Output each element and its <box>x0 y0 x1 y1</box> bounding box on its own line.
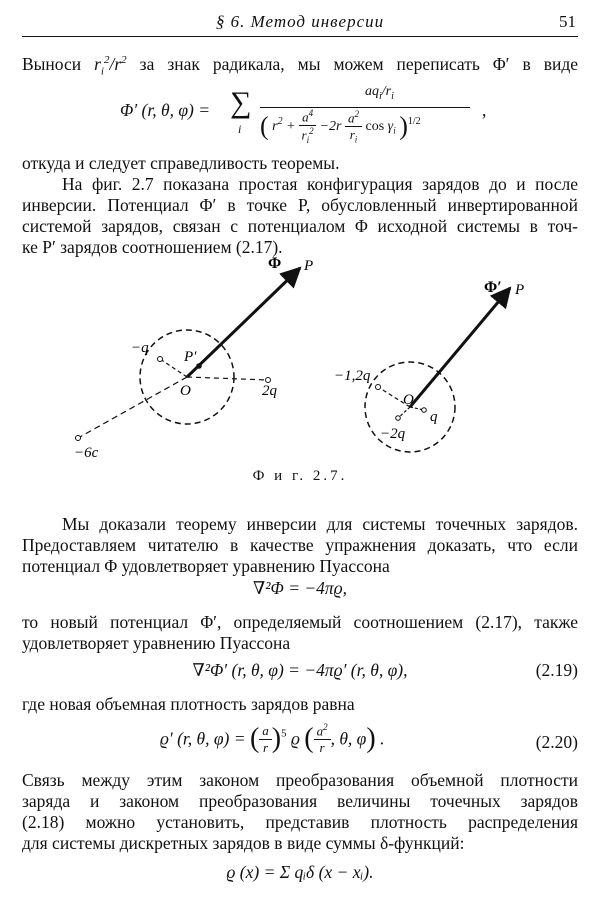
text-line: откуда и следует справедливость теоремы. <box>22 153 340 173</box>
equation-number-2-19: (2.19) <box>535 660 578 680</box>
text-line: где новая объемная плотность зарядов равна <box>22 694 355 714</box>
sum-sign: ∑ <box>230 86 252 119</box>
dashed-line-minus-6c <box>78 377 187 438</box>
page-number: 51 <box>559 12 576 31</box>
point-p-prime <box>196 363 202 369</box>
dashed-line-2q <box>187 377 268 380</box>
label-p-right: P <box>515 282 525 298</box>
text-line: ке P′ зарядов соотношением (2.17). <box>22 237 283 257</box>
text-line: (2.18) можно установить, представив плотность распределения <box>22 812 578 832</box>
equation-poisson: ∇²Φ = −4πϱ, <box>253 578 347 598</box>
label-minus-1-2q: −1,2q <box>334 368 371 384</box>
figure-right-configuration <box>334 279 524 452</box>
text-line: Предоставляем читателю в качестве упражнения доказать, что если <box>22 535 578 555</box>
sum-index: i <box>238 122 242 136</box>
charge-q <box>422 408 427 413</box>
text-line: заряда и законом преобразования величины точечных зарядов <box>22 791 578 811</box>
label-2q: 2q <box>262 383 277 399</box>
text-line: На фиг. 2.7 показана простая конфигурация зарядов до и после <box>62 174 578 194</box>
label-p-left: P <box>304 258 314 274</box>
running-header <box>22 10 578 37</box>
text-line: то новый потенциал Φ′, определяемый соотношением (2.17), также <box>22 612 578 632</box>
label-phi-left: Φ <box>268 255 282 272</box>
text-line: для системы дискретных зарядов в виде суммы δ-функций: <box>22 833 465 853</box>
numerator: $aq_i/r_i$ <box>365 84 394 102</box>
charge-minus-q <box>158 357 163 362</box>
charge-minus-6c <box>76 436 81 441</box>
equation-2-20-lhs: ϱ′ (r, θ, φ) = <box>160 728 246 749</box>
equation-number-2-20: (2.20) <box>535 732 578 752</box>
intro-text-start: Выноси <box>22 53 82 74</box>
paragraph-new-potential <box>22 612 578 654</box>
potential-arrow-left <box>187 268 300 377</box>
text-line: системой зарядов, связан с потенциалом Φ исходной системы в точ- <box>22 216 578 236</box>
label-origin-left: O <box>180 383 191 399</box>
paragraph-intro <box>22 50 578 82</box>
text-line: потенциал Φ удовлетворяет уравнению Пуассона <box>22 556 390 576</box>
label-minus-2q: −2q <box>380 426 406 442</box>
charge-minus-1-2q <box>376 385 381 390</box>
label-phi-right: Φ′ <box>484 279 502 296</box>
text-line: инверсии. Потенциал Φ′ в точке P, обусловленный инвертированной <box>22 195 578 215</box>
section-title: § 6. Метод инверсии <box>215 12 385 31</box>
text-line: Мы доказали теорему инверсии для системы точечных зарядов. <box>62 514 578 534</box>
paragraph-poisson <box>22 514 578 577</box>
label-p-prime: P′ <box>184 349 197 365</box>
potential-arrow-right <box>410 288 510 407</box>
text-line: Связь между этим законом преобразования объемной плотности <box>22 770 578 790</box>
paragraph-figure-intro <box>22 153 578 258</box>
equation-phi-prime <box>120 80 520 150</box>
equation-comma: , <box>482 100 487 120</box>
equation-delta-sum: ϱ (x) = Σ qᵢδ (x − xᵢ). <box>226 862 374 882</box>
charge-2q <box>266 378 271 383</box>
equation-2-19: ∇²Φ′ (r, θ, φ) = −4πϱ′ (r, θ, φ), <box>192 660 408 680</box>
label-minus-q: −q <box>131 340 149 356</box>
figure-2-7 <box>0 250 600 465</box>
figure-caption: Ф и г. 2.7. <box>252 468 348 484</box>
equation-2-20: ϱ′ (r, θ, φ) = ( $\frac{a}{r}$ )$^5$ ϱ ( $\frac{a^2}{r}$ , θ, φ) . <box>160 722 385 756</box>
paragraph-density <box>22 694 578 715</box>
inline-ratio: $r_i^2/r^2$ <box>94 53 127 78</box>
charge-minus-2q <box>396 416 401 421</box>
label-origin-right: O <box>403 392 414 408</box>
figure-left-configuration <box>74 255 313 461</box>
intro-text-end: за знак радикала, мы можем переписать Φ′ в виде <box>139 53 578 74</box>
equation-lhs: Φ′ (r, θ, φ) = <box>120 100 211 120</box>
label-minus-6c: −6c <box>74 445 99 461</box>
paragraph-delta-functions <box>22 770 578 854</box>
label-q: q <box>430 409 438 425</box>
denominator: ( $r^2$ + $\frac{a^4}{r_i^2}$ −2r $\frac{a^2}{r_i}$ $\cos \gamma_i$ )$^{1/2}$ <box>260 108 421 146</box>
text-line: удовлетворяет уравнению Пуассона <box>22 633 291 653</box>
dashed-line-minus-q <box>160 359 187 377</box>
